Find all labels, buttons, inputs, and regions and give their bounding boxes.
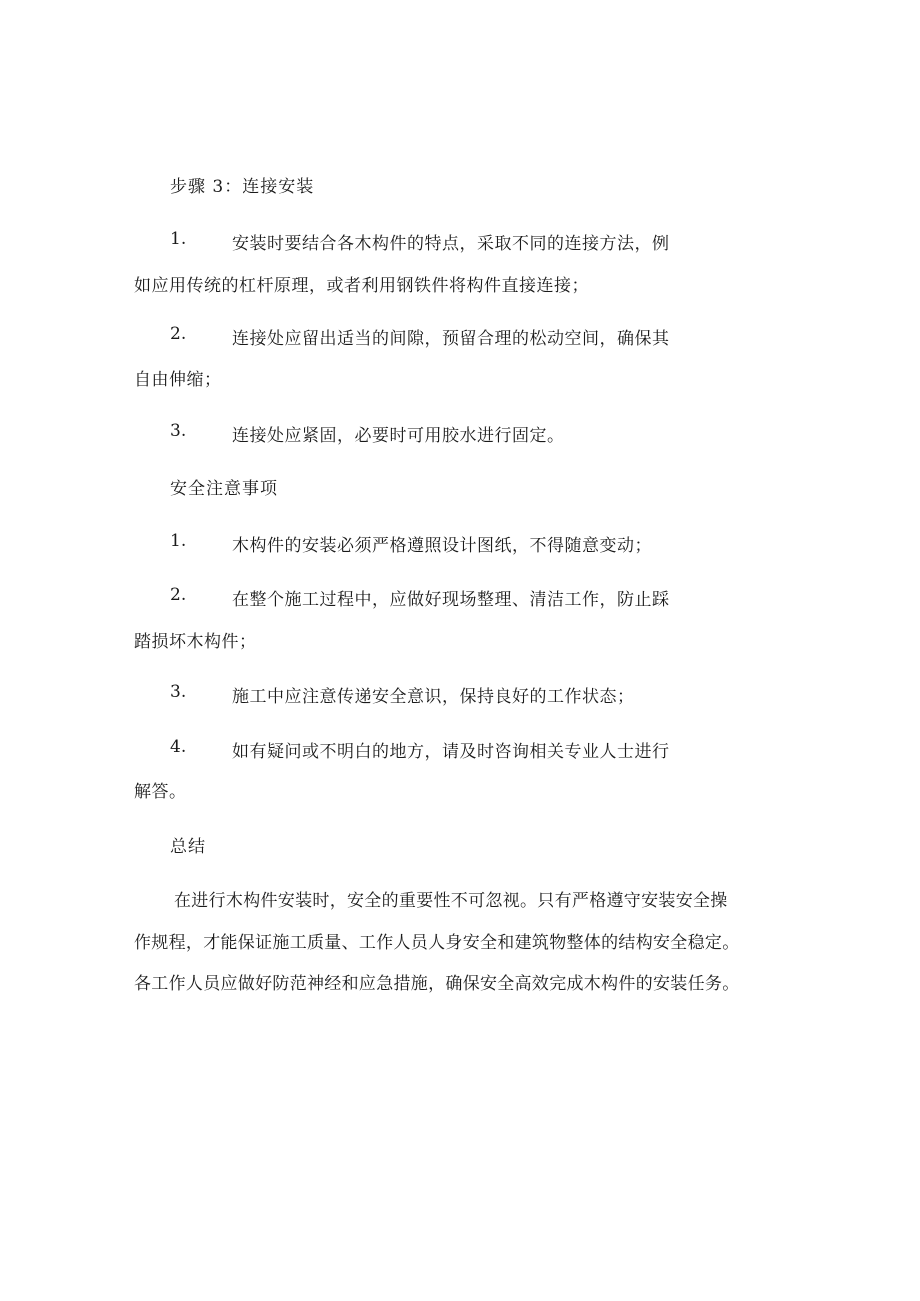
step3-item-1-number: 1. xyxy=(170,229,187,249)
safety-item-4-text: 如有疑问或不明白的地方，请及时咨询相关专业人士进行 xyxy=(232,742,670,762)
safety-item-3-number: 3. xyxy=(170,682,187,702)
safety-item-2-number: 2. xyxy=(170,585,187,605)
step3-item-2-text: 连接处应留出适当的间隙，预留合理的松动空间，确保其 xyxy=(232,329,670,349)
summary-line-3: 各工作人员应做好防范神经和应急措施，确保安全高效完成木构件的安装任务。 xyxy=(134,974,740,994)
step3-heading: 步骤 3：连接安装 xyxy=(170,177,315,197)
summary-line-2: 作规程，才能保证施工质量、工作人员人身安全和建筑物整体的结构安全稳定。 xyxy=(134,933,740,953)
safety-item-3-text: 施工中应注意传递安全意识，保持良好的工作状态； xyxy=(232,687,635,707)
step3-item-3-text: 连接处应紧固，必要时可用胶水进行固定。 xyxy=(232,426,565,446)
safety-item-1-number: 1. xyxy=(170,531,187,551)
safety-item-1-text: 木构件的安装必须严格遵照设计图纸，不得随意变动； xyxy=(232,536,652,556)
safety-item-2-text: 在整个施工过程中，应做好现场整理、清洁工作，防止踩 xyxy=(232,590,670,610)
step3-item-2-continuation: 自由伸缩； xyxy=(134,370,222,390)
summary-heading: 总结 xyxy=(170,837,206,857)
step3-item-1-text: 安装时要结合各木构件的特点，采取不同的连接方法，例 xyxy=(232,234,670,254)
step3-item-3-number: 3. xyxy=(170,421,187,441)
safety-item-2-continuation: 踏损坏木构件； xyxy=(134,632,257,652)
safety-item-4-continuation: 解答。 xyxy=(134,782,187,802)
summary-line-1: 在进行木构件安装时，安全的重要性不可忽视。只有严格遵守安装安全操 xyxy=(174,891,728,911)
safety-item-4-number: 4. xyxy=(170,737,187,757)
safety-heading: 安全注意事项 xyxy=(170,479,278,499)
step3-item-1-continuation: 如应用传统的杠杆原理，或者利用钢铁件将构件直接连接； xyxy=(134,276,589,296)
step3-item-2-number: 2. xyxy=(170,324,187,344)
